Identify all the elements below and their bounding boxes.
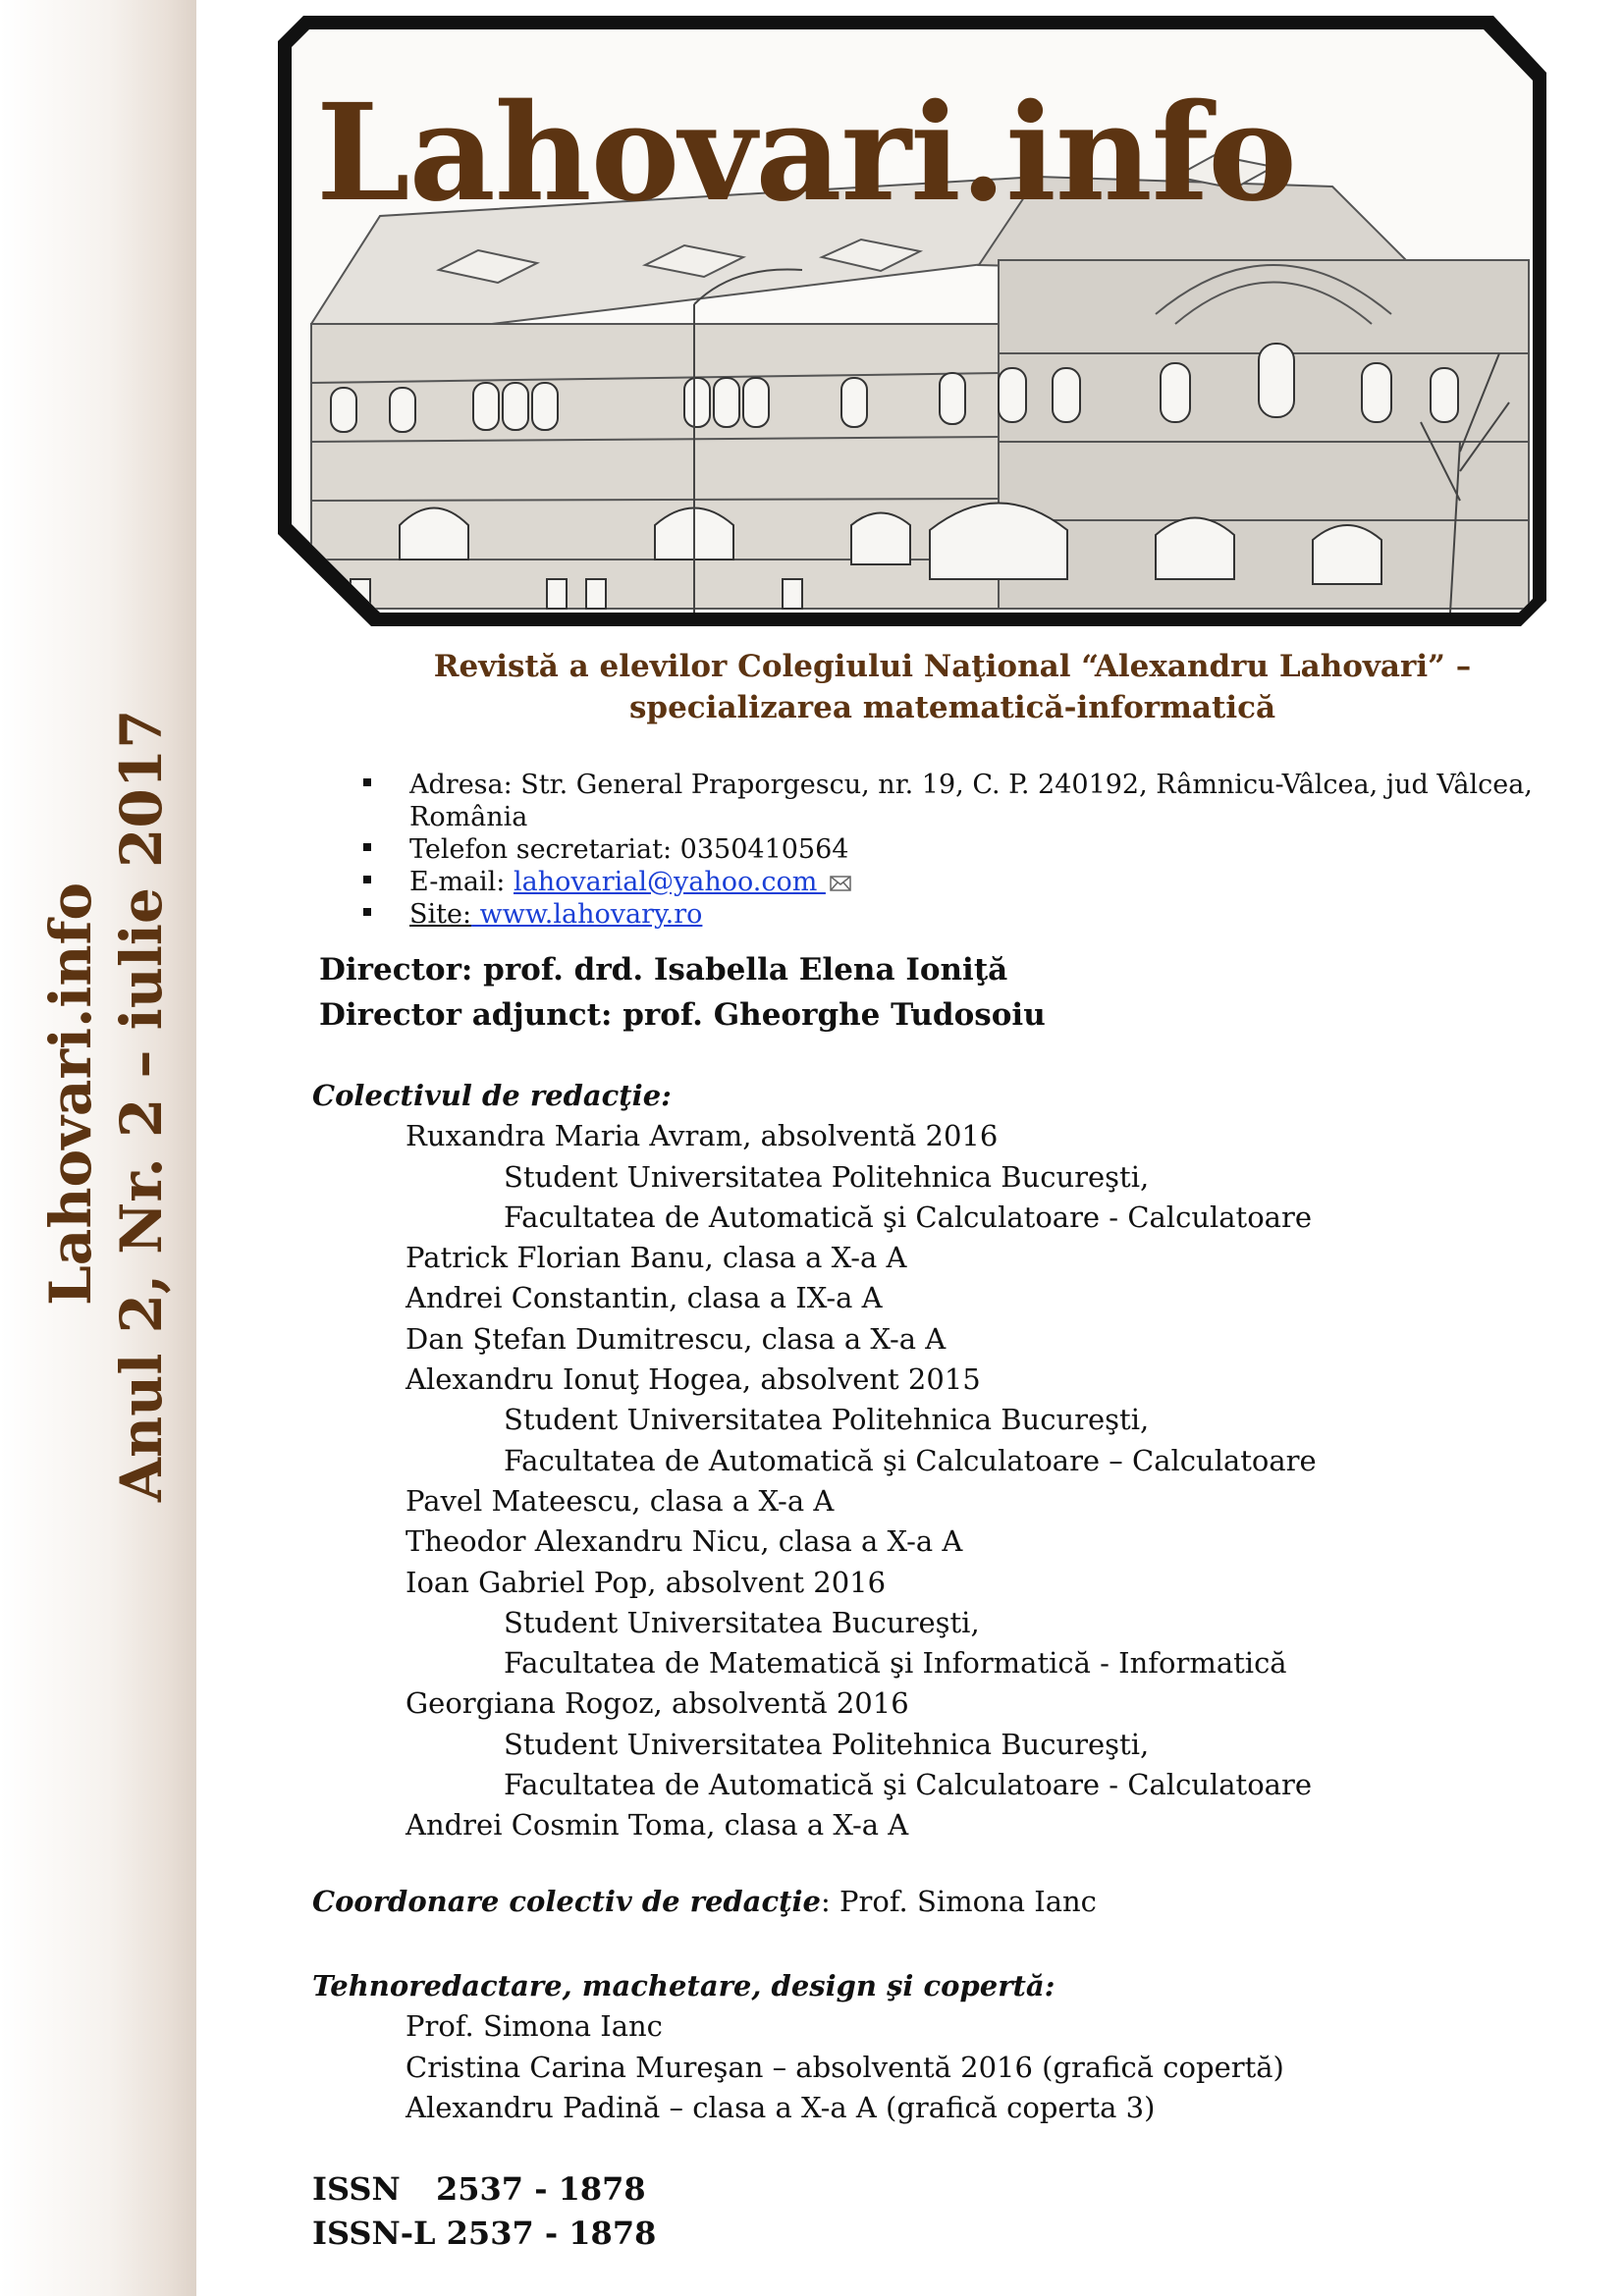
list-item xyxy=(365,898,1593,931)
issn-label: ISSN xyxy=(312,2170,401,2208)
editorial-member-line: Ioan Gabriel Pop, absolvent 2016 xyxy=(406,1565,887,1599)
subtitle-line: specializarea matematică-informatică xyxy=(628,690,1276,725)
editorial-detail-line: Student Universitatea Politehnica Bucureşti, xyxy=(504,1727,1150,1761)
list-item xyxy=(365,769,1593,833)
coordination-line xyxy=(312,1885,1097,1918)
coordination-label: Coordonare colectiv de redacţie xyxy=(312,1885,821,1918)
editorial-team xyxy=(312,1076,1589,1846)
issn-l-label: ISSN-L xyxy=(312,2215,436,2252)
site-row xyxy=(409,898,1593,931)
issn-l-row xyxy=(312,2212,656,2256)
bullet-icon xyxy=(363,843,371,851)
list-item xyxy=(365,866,1593,898)
issn-block xyxy=(312,2167,656,2256)
deputy-director-line: Director adjunct: prof. Gheorghe Tudosoiu xyxy=(319,997,1046,1033)
editorial-member-line: Patrick Florian Banu, clasa a X-a A xyxy=(406,1241,907,1275)
contact-list xyxy=(365,769,1593,931)
editorial-member-line: Pavel Mateescu, clasa a X-a A xyxy=(406,1483,835,1518)
sidebar-band xyxy=(0,0,196,2296)
issn-row xyxy=(312,2167,656,2212)
magazine-title: Lahovari.info xyxy=(316,75,1296,232)
editorial-member-line: Georgiana Rogoz, absolventă 2016 xyxy=(406,1686,909,1721)
issn-value: 2537 - 1878 xyxy=(436,2170,646,2208)
bullet-icon xyxy=(363,778,371,786)
editorial-detail-line: Facultatea de Automatică şi Calculatoare - Calculatoare xyxy=(504,1768,1312,1802)
sidebar-issue: Anul 2, Nr. 2 – iulie 2017 xyxy=(108,709,175,1502)
tech-title: Tehnoredactare, machetare, design şi copertă: xyxy=(312,1969,1056,2002)
editorial-member-line: Alexandru Ionuţ Hogea, absolvent 2015 xyxy=(406,1362,981,1397)
address-text: Adresa: Str. General Praporgescu, nr. 19, C. P. 240192, Râmnicu-Vâlcea, jud Vâlcea, România xyxy=(409,770,1533,832)
editorial-detail-line: Student Universitatea Bucureşti, xyxy=(504,1605,980,1639)
sidebar-title: Lahovari.info xyxy=(37,881,104,1306)
editorial-detail-line: Facultatea de Automatică şi Calculatoare – Calculatoare xyxy=(504,1443,1317,1477)
tech-line: Prof. Simona Ianc xyxy=(406,2009,663,2044)
subtitle-line: Revistă a elevilor Colegiului Naţional “Alexandru Lahovari” – xyxy=(433,649,1472,684)
editorial-member-line: Andrei Cosmin Toma, clasa a X-a A xyxy=(406,1808,909,1842)
tech-credits xyxy=(312,1966,1284,2128)
email-label: E-mail: xyxy=(409,867,514,897)
bullet-icon xyxy=(363,876,371,883)
site-label: Site: xyxy=(409,899,472,930)
editorial-detail-line: Student Universitatea Politehnica Bucureşti, xyxy=(504,1403,1150,1437)
director-line: Director: prof. drd. Isabella Elena Ioniţă xyxy=(319,952,1008,988)
editorial-detail-line: Facultatea de Matematică şi Informatică - Informatică xyxy=(504,1646,1287,1681)
editorial-member-line: Theodor Alexandru Nicu, clasa a X-a A xyxy=(406,1524,963,1559)
editorial-list xyxy=(312,1116,1589,1845)
directors-block xyxy=(319,947,1046,1038)
tech-line: Cristina Carina Mureşan – absolventă 2016 (grafică copertă) xyxy=(406,2050,1284,2084)
site-link[interactable]: www.lahovary.ro xyxy=(471,899,703,930)
editorial-member-line: Andrei Constantin, clasa a IX-a A xyxy=(406,1281,883,1315)
email-link[interactable]: lahovarial@yahoo.com xyxy=(513,867,826,897)
tech-line: Alexandru Padină – clasa a X-a A (grafică coperta 3) xyxy=(406,2090,1156,2124)
bullet-icon xyxy=(363,908,371,916)
coordination-value: : Prof. Simona Ianc xyxy=(821,1885,1097,1918)
editorial-detail-line: Facultatea de Automatică şi Calculatoare - Calculatoare xyxy=(504,1200,1312,1234)
editorial-detail-line: Student Universitatea Politehnica Bucureşti, xyxy=(504,1159,1150,1194)
issn-l-value: 2537 - 1878 xyxy=(446,2215,657,2252)
editorial-title: Colectivul de redacţie: xyxy=(312,1079,672,1112)
list-item xyxy=(365,833,1593,866)
editorial-member-line: Dan Ştefan Dumitrescu, clasa a X-a A xyxy=(406,1321,947,1356)
envelope-icon xyxy=(830,876,851,891)
email-row xyxy=(409,866,1593,898)
editorial-member-line: Ruxandra Maria Avram, absolventă 2016 xyxy=(406,1119,999,1153)
phone-text: Telefon secretariat: 0350410564 xyxy=(409,834,849,865)
subtitle xyxy=(324,646,1581,728)
